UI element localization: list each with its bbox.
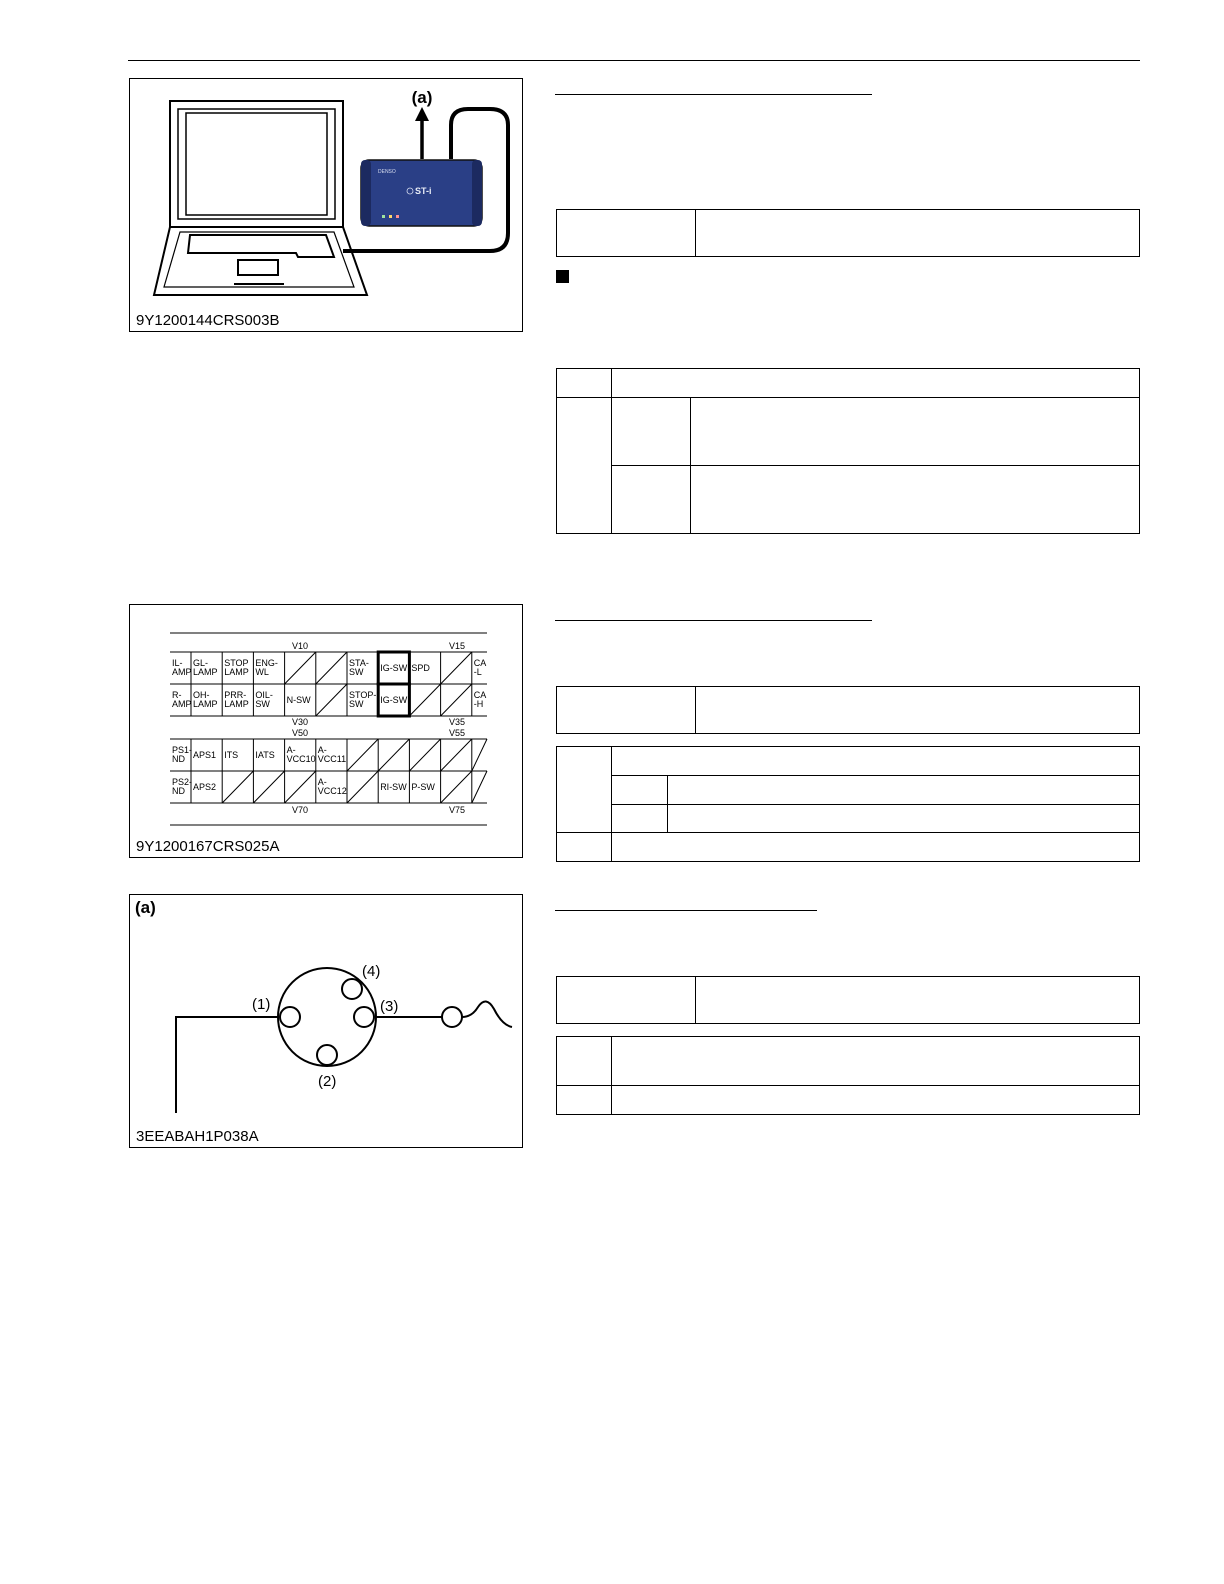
pin-label-3-7: RI-SW <box>380 782 407 792</box>
table-cell <box>557 1037 612 1086</box>
figure-caption: 3EEABAH1P038A <box>136 1128 259 1145</box>
pin-label-2-1: APS1 <box>193 750 217 760</box>
pin-label-0-1: GL-LAMP <box>193 658 218 677</box>
figure-connector-pins <box>129 604 523 858</box>
figure-caption: 9Y1200167CRS025A <box>136 838 280 855</box>
pin-label-3-0: PS2-ND <box>172 777 193 796</box>
pin-empty-slash <box>222 771 253 803</box>
section-heading-rule <box>555 94 872 95</box>
pin-label-2-0: PS1-ND <box>172 745 193 764</box>
info-table-5 <box>556 976 1140 1024</box>
pin-empty-slash <box>409 739 440 771</box>
connector-pin-diagram <box>130 605 522 857</box>
pin-label-1-7: IG-SW <box>380 695 408 705</box>
pin-empty-slash <box>285 771 316 803</box>
table-cell <box>668 776 1140 805</box>
table-cell <box>612 1086 1140 1115</box>
pin-label-0-2: STOP LAMP <box>224 658 249 677</box>
pin-label-0-10: CA -L <box>473 658 487 677</box>
table-cell <box>612 747 1140 776</box>
pin-empty-slash <box>378 739 409 771</box>
table-cell <box>557 398 612 534</box>
pin-3 <box>354 1007 374 1027</box>
table-cell <box>557 1086 612 1115</box>
pin-number-label: V15 <box>448 641 466 651</box>
pin-number-label: V55 <box>448 728 466 738</box>
header-rule <box>128 60 1140 61</box>
figure-connector-pinout <box>129 894 523 1148</box>
table-cell <box>557 210 696 257</box>
pin-number-label: V35 <box>448 717 466 727</box>
pin-empty-slash <box>441 771 472 803</box>
table-cell <box>557 833 612 862</box>
pin-number-label: V70 <box>291 805 309 815</box>
pin-empty-slash <box>316 652 347 684</box>
pin-label-3-5: A-VCC12 <box>317 777 347 796</box>
pin-label-0-0: IL-AMP <box>172 658 192 677</box>
table-cell <box>612 466 691 534</box>
pin-label-1-10: CA -H <box>473 690 487 709</box>
square-bullet <box>556 270 569 283</box>
info-table-2 <box>556 368 1140 534</box>
pin-number-label: V30 <box>291 717 309 727</box>
pin-empty-slash <box>347 771 378 803</box>
pin-2 <box>317 1045 337 1065</box>
section-heading-rule <box>555 910 817 911</box>
table-cell <box>612 369 1140 398</box>
table-cell <box>612 398 691 466</box>
pin-label-1: (1) <box>252 996 271 1013</box>
table-cell <box>696 687 1140 734</box>
device-model: ST-i <box>415 186 432 196</box>
pin-empty-slash <box>316 684 347 716</box>
figure-caption: 9Y1200144CRS003B <box>136 312 280 329</box>
table-cell <box>612 805 668 833</box>
connector-pinout-diagram <box>130 895 522 1147</box>
info-table-3 <box>556 686 1140 734</box>
label-a: (a) <box>411 88 433 107</box>
pin-label-2-4: A-VCC10 <box>286 745 316 764</box>
table-cell <box>668 805 1140 833</box>
pin-empty-slash <box>347 739 378 771</box>
table-cell <box>696 210 1140 257</box>
pin-empty-slash <box>441 652 472 684</box>
pin-empty-slash <box>253 771 284 803</box>
pin-number-label: V50 <box>291 728 309 738</box>
pin-1 <box>280 1007 300 1027</box>
pin-label-1-6: STOP-SW <box>349 690 377 709</box>
pin-label-0-7: IG-SW <box>380 663 408 673</box>
pin-label-0-6: STA-SW <box>349 658 369 677</box>
table-cell <box>557 977 696 1024</box>
pin-label-4: (4) <box>362 963 381 980</box>
pin-empty-slash <box>472 771 487 803</box>
pin-label-2-2: ITS <box>224 750 239 760</box>
pin-label-2-5: A-VCC11 <box>317 745 347 764</box>
pin-empty-slash <box>472 739 487 771</box>
figure-laptop-diagnostic-tool <box>129 78 523 332</box>
pin-empty-slash <box>441 684 472 716</box>
pin-label-0-8: SPD <box>411 663 430 673</box>
label-a: (a) <box>135 898 156 917</box>
table-cell <box>691 466 1140 534</box>
pin-label-1-1: OH-LAMP <box>193 690 218 709</box>
pin-label-3-8: P-SW <box>411 782 435 792</box>
device-brand: DENSO <box>378 169 396 175</box>
pin-label-2: (2) <box>318 1073 337 1090</box>
laptop-diagnostic-illustration <box>130 79 522 331</box>
pin-label-3-1: APS2 <box>193 782 217 792</box>
table-cell <box>612 776 668 805</box>
pin-empty-slash <box>285 652 316 684</box>
pin-label-1-4: N-SW <box>286 695 311 705</box>
table-cell <box>557 369 612 398</box>
pin-number-label: V10 <box>291 641 309 651</box>
pin-label-1-3: OIL-SW <box>255 690 273 709</box>
pin-empty-slash <box>441 739 472 771</box>
table-cell <box>691 398 1140 466</box>
table-cell <box>557 687 696 734</box>
pin-label-1-2: PRR-LAMP <box>224 690 249 709</box>
pin-label-2-3: IATS <box>255 750 275 760</box>
table-cell <box>612 833 1140 862</box>
section-heading-rule <box>555 620 872 621</box>
table-cell <box>612 1037 1140 1086</box>
pin-empty-slash <box>409 684 440 716</box>
info-table-4 <box>556 746 1140 862</box>
pin-4 <box>342 979 362 999</box>
pin-label-0-3: ENG-WL <box>255 658 278 677</box>
info-table-1 <box>556 209 1140 257</box>
pin-label-3: (3) <box>380 998 399 1015</box>
pin-number-label: V75 <box>448 805 466 815</box>
table-cell <box>696 977 1140 1024</box>
pin-label-1-0: R-AMP <box>172 690 192 709</box>
table-cell <box>557 747 612 833</box>
bulb-icon <box>442 1007 462 1027</box>
info-table-6 <box>556 1036 1140 1115</box>
